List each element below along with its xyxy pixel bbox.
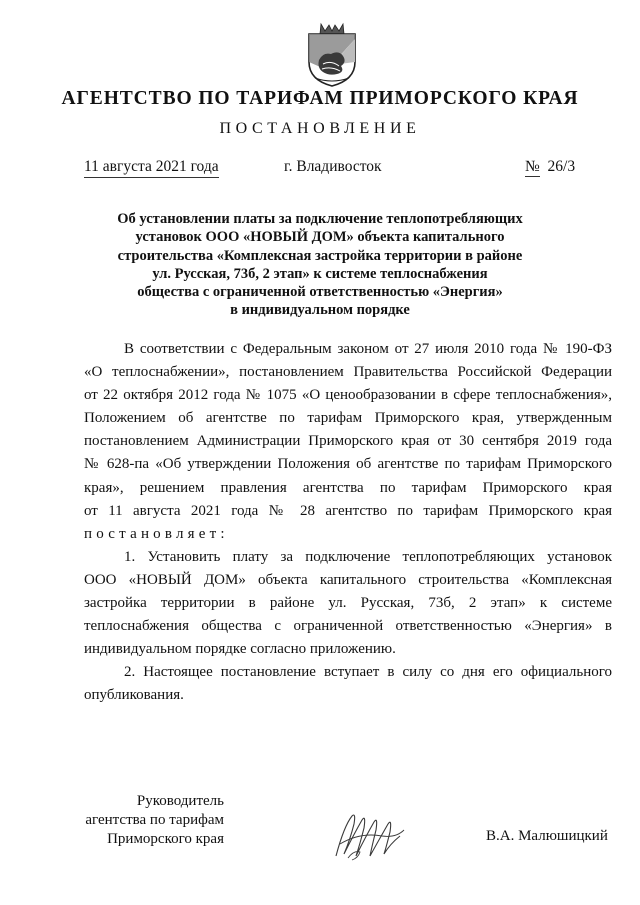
coat-of-arms-icon — [305, 22, 359, 88]
document-number-value: 26/3 — [547, 158, 576, 175]
signature-icon — [330, 806, 408, 864]
signatory-position-line: агентства по тарифам — [85, 812, 224, 828]
body-line: теплоснабжения общества с ограниченной ответственностью «Энергия» в — [84, 618, 612, 635]
body-line: опубликования. — [84, 687, 184, 704]
body-line: «О теплоснабжении», постановлением Правительства Российской Федерации — [84, 364, 612, 381]
body-line: В соответствии с Федеральным законом от 27 июля 2010 года № 190-ФЗ — [124, 341, 612, 357]
body-line: постановлением Администрации Приморского края от 30 сентября 2019 года — [84, 433, 612, 450]
document-city: г. Владивосток — [284, 158, 382, 175]
body-line: от 22 октября 2012 года № 1075 «О ценообразовании в сфере теплоснабжения», — [84, 387, 612, 404]
body-line: 1. Установить плату за подключение теплопотребляющих установок — [124, 548, 612, 565]
body-line: ООО «НОВЫЙ ДОМ» объекта капитального строительства «Комплексная — [84, 571, 612, 588]
body-line: индивидуальном порядке согласно приложению. — [84, 641, 396, 658]
signatory-position — [84, 792, 224, 849]
document-body — [84, 338, 612, 708]
signatory-position-line: Руководитель — [136, 793, 224, 809]
body-line: Положением об агентстве по тарифам Приморского края, утвержденным — [84, 410, 612, 427]
title-line: Об установлении платы за подключение теплопотребляющих — [117, 211, 523, 227]
document-date: 11 августа 2021 года — [84, 158, 219, 178]
body-line: № 628-па «Об утверждении Положения об агентстве по тарифам Приморского — [84, 456, 612, 473]
title-line: общества с ограниченной ответственностью «Энергия» — [137, 284, 503, 301]
document-number-prefix: № — [525, 158, 540, 175]
body-line: края», решением правления агентства по тарифам Приморского края — [84, 479, 612, 496]
title-line: ул. Русская, 73б, 2 этап» к системе теплоснабжения — [152, 265, 488, 282]
title-line: в индивидуальном порядке — [230, 302, 410, 319]
body-line: застройка территории в районе ул. Русская, 73б, 2 этап» к системе — [84, 595, 612, 612]
title-line: строительства «Комплексная застройка территории в районе — [117, 247, 523, 264]
signatory-name: В.А. Малюшицкий — [486, 828, 608, 844]
document-number — [525, 158, 575, 176]
resolution-verb: постановляет: — [84, 525, 229, 542]
title-line: установок ООО «НОВЫЙ ДОМ» объекта капитального — [135, 229, 505, 246]
signatory-position-line: Приморского края — [107, 831, 224, 847]
agency-name: АГЕНТСТВО ПО ТАРИФАМ ПРИМОРСКОГО КРАЯ — [61, 88, 579, 109]
document-title — [80, 210, 560, 320]
body-line: 2. Настоящее постановление вступает в силу со дня его официального — [124, 664, 612, 681]
body-line: от 11 августа 2021 года № 28 агентство по тарифам Приморского края — [84, 502, 612, 519]
document-type: ПОСТАНОВЛЕНИЕ — [219, 120, 421, 137]
